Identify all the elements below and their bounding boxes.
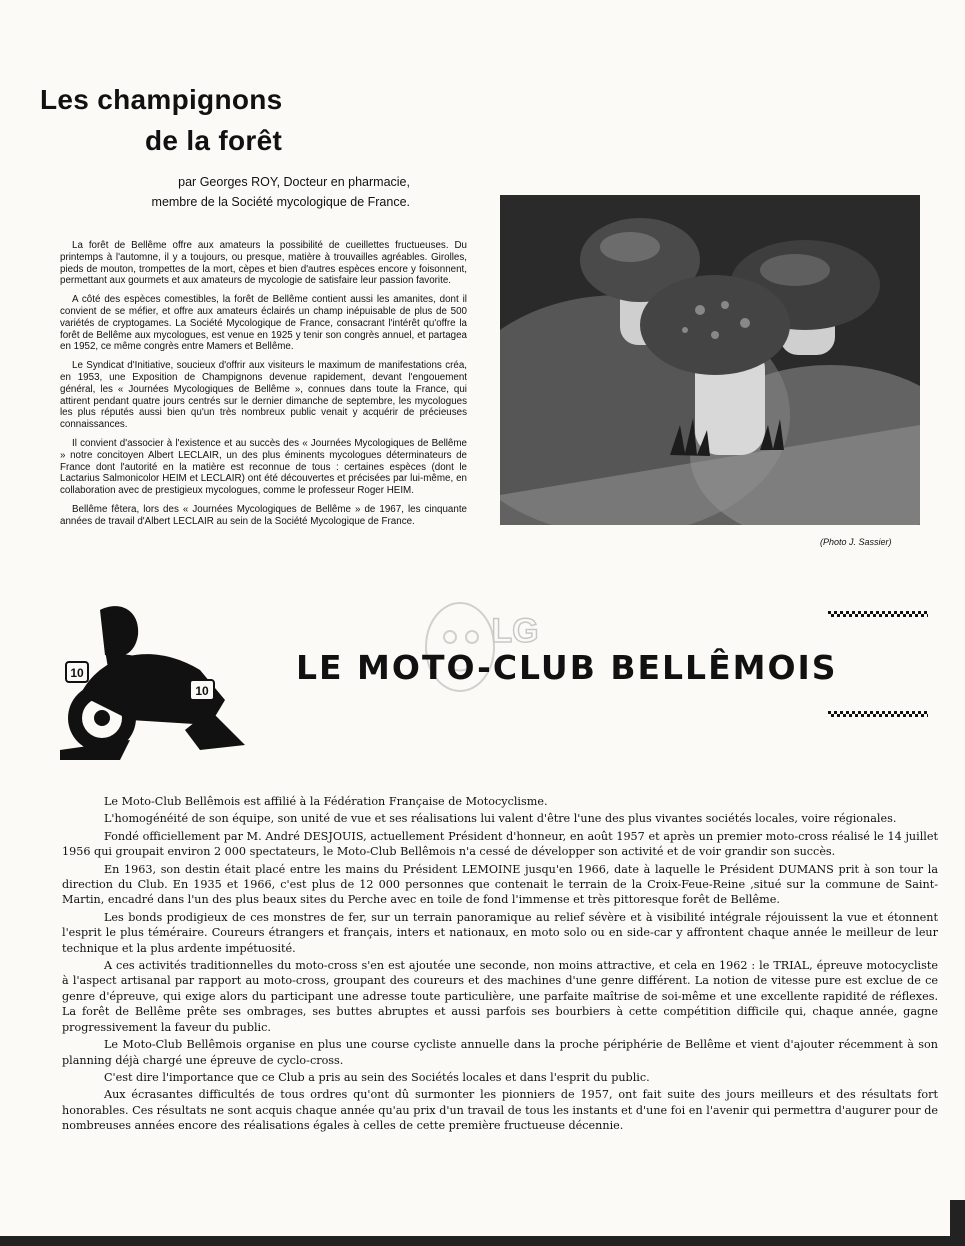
scan-edge-bottom: [0, 1236, 965, 1246]
checkered-border-bottom: [828, 711, 928, 720]
motoclub-heading: LE MOTO-CLUB BELLÊMOIS: [296, 648, 838, 687]
photo-credit: (Photo J. Sassier): [820, 537, 892, 547]
paragraph: Il convient d'associer à l'existence et au succès des « Journées Mycologiques de Bellême » notre concitoyen Albert LECLAIR, un des plus éminents mycologues déterminateurs de France dont l'autorité en la matière est reconnue de tous : certaines espèces (dont le Lactarius Salmonicolor HEIM et LECLAIR) ont été découvertes et précisées par lui-même, en collaboration avec de prestigieux mycologues, comme le professeur Roger HEIM.: [60, 437, 467, 497]
paragraph: Bellême fêtera, lors des « Journées Mycologiques de Bellême » de 1967, les cinquante années de travail d'Albert LECLAIR au sein de la Société Mycologique de France.: [60, 503, 467, 527]
paragraph: Le Moto-Club Bellêmois organise en plus une course cycliste annuelle dans la proche périphérie de Bellême et vient d'ajouter récemment à son planning déjà chargé une épreuve de cyclo-cross.: [62, 1038, 938, 1067]
checkered-border-top: [828, 611, 928, 620]
paragraph: En 1963, son destin était placé entre les mains du Président LEMOINE jusqu'en 1966, date à laquelle le Président DUMANS prit à son tour la direction du Club. En 1935 et 1966, c'est plus de 12 000 personnes que contenait le terrain de la Croix-Feue-Reine ,situé sur la commune de Saint-Martin, encadré dans l'un des plus beaux sites du Perche avec en toile de fond l'immense et très pittoresque forêt de Bellême.: [62, 862, 938, 907]
paragraph: A ces activités traditionnelles du moto-cross s'en est ajoutée une seconde, non moins attractive, et cela en 1962 : le TRIAL, épreuve motocycliste à l'aspect artisanal par rapport au moto-cross, groupant des coureurs et des machines d'une genre différent. La notion de vitesse pure est exclue de ce genre d'épreuve, qui exige alors du participant une adresse toute particulière, une parfaite maîtrise de soi-même et une excellente rapidité de réflexes. La forêt de Bellême prête ses ombrages, ses buttes abruptes et aussi parfois ses bourbiers à cette compétition difficile qui, chaque année, gagne progressivement la faveur du public.: [62, 959, 938, 1034]
paragraph: A côté des espèces comestibles, la forêt de Bellême contient aussi les amanites, dont il convient de se méfier, et offre aux amateurs éclairés un champ inépuisable de plus de 500 variétés de cryptogames. La Société Mycologique de France, consacrant l'intérêt qu'offre la forêt de Bellême aux mycologues, est venue en 1925 y tenir son congrès annuel, et partagea en 1952, ce même congrès entre Mamers et Bellême.: [60, 294, 467, 353]
mushroom-article-body: [60, 240, 467, 535]
paragraph: Fondé officiellement par M. André DESJOUIS, actuellement Président d'honneur, en août 1957 et après un premier moto-cross réalisé le 14 juillet 1956 qui groupait environ 2 000 spectateurs, le Moto-Club Bellêmois n'a cessé de développer son activité et de voir grandir son succès.: [62, 829, 938, 859]
paragraph: Le Moto-Club Bellêmois est affilié à la Fédération Française de Motocyclisme.: [104, 795, 548, 808]
motorcycle-illustration: [60, 600, 250, 760]
scan-edge-right: [950, 1200, 965, 1246]
motoclub-article-body: [62, 794, 938, 1136]
paragraph: Aux écrasantes difficultés de tous ordres qu'ont dû surmonter les pionniers de 1957, ont fait suite des jours meilleurs et des résultats fort honorables. Ces résultats ne sont acquis chaque année qu'au prix d'un travail de tous les instants et d'une foi en l'avenir qui permettra d'augurer pour de nombreuses années encore des réalisations égales à celles de cette première fructueuse décennie.: [62, 1088, 938, 1133]
paragraph: L'homogénéité de son équipe, son unité de vue et ses réalisations lui valent d'être l'une des plus vivantes sociétés locales, voire régionales.: [104, 812, 897, 826]
article-title-line1: Les champignons: [40, 84, 283, 115]
paragraph: La forêt de Bellême offre aux amateurs la possibilité de cueillettes fructueuses. Du printemps à l'automne, il y a toujours, ou presque, matière à trouvailles agréables. Girolles, pieds de mouton, trompettes de la mort, cèpes et bien d'autres espèces encore y foisonnent, permettant aux gourmets et aux amateurs de mycologie de satisfaire leur passion favorite.: [60, 240, 467, 287]
race-number-right: 10: [195, 684, 209, 698]
paragraph: C'est dire l'importance que ce Club a pris au sein des Sociétés locales et dans l'esprit du public.: [104, 1070, 650, 1084]
race-number-left: 10: [70, 666, 84, 680]
scan-edge-mark: [0, 1240, 30, 1242]
article-title-line2: de la forêt: [145, 125, 283, 156]
author-affiliation: membre de la Société mycologique de France.: [151, 195, 410, 209]
paragraph: Le Syndicat d'Initiative, soucieux d'offrir aux visiteurs le maximum de manifestations créa, en 1953, une Exposition de Champignons devenue rapidement, devant l'engouement général, les « Journées Mycologiques de Bellême », connues dans toute la France, qui attirent pendant quatre jours centrés sur le dernier dimanche de septembre, les mycologues les plus réputés aussi bien qu'un très nombreux public venait y acquérir de précieuses connaissances.: [60, 360, 467, 431]
author-byline: par Georges ROY, Docteur en pharmacie,: [178, 175, 410, 189]
mushroom-photo: [500, 195, 920, 525]
logo-text: LG: [491, 612, 539, 650]
paragraph: Les bonds prodigieux de ces monstres de fer, sur un terrain panoramique au relief sévère et à visibilité intégrale réjouissent la vue et étonnent l'esprit le plus téméraire. Coureurs étrangers et français, inters et nationaux, en moto solo ou en side-car y affrontent chaque année le meilleur de leur technique et la plus ardente impétuosité.: [62, 910, 938, 955]
